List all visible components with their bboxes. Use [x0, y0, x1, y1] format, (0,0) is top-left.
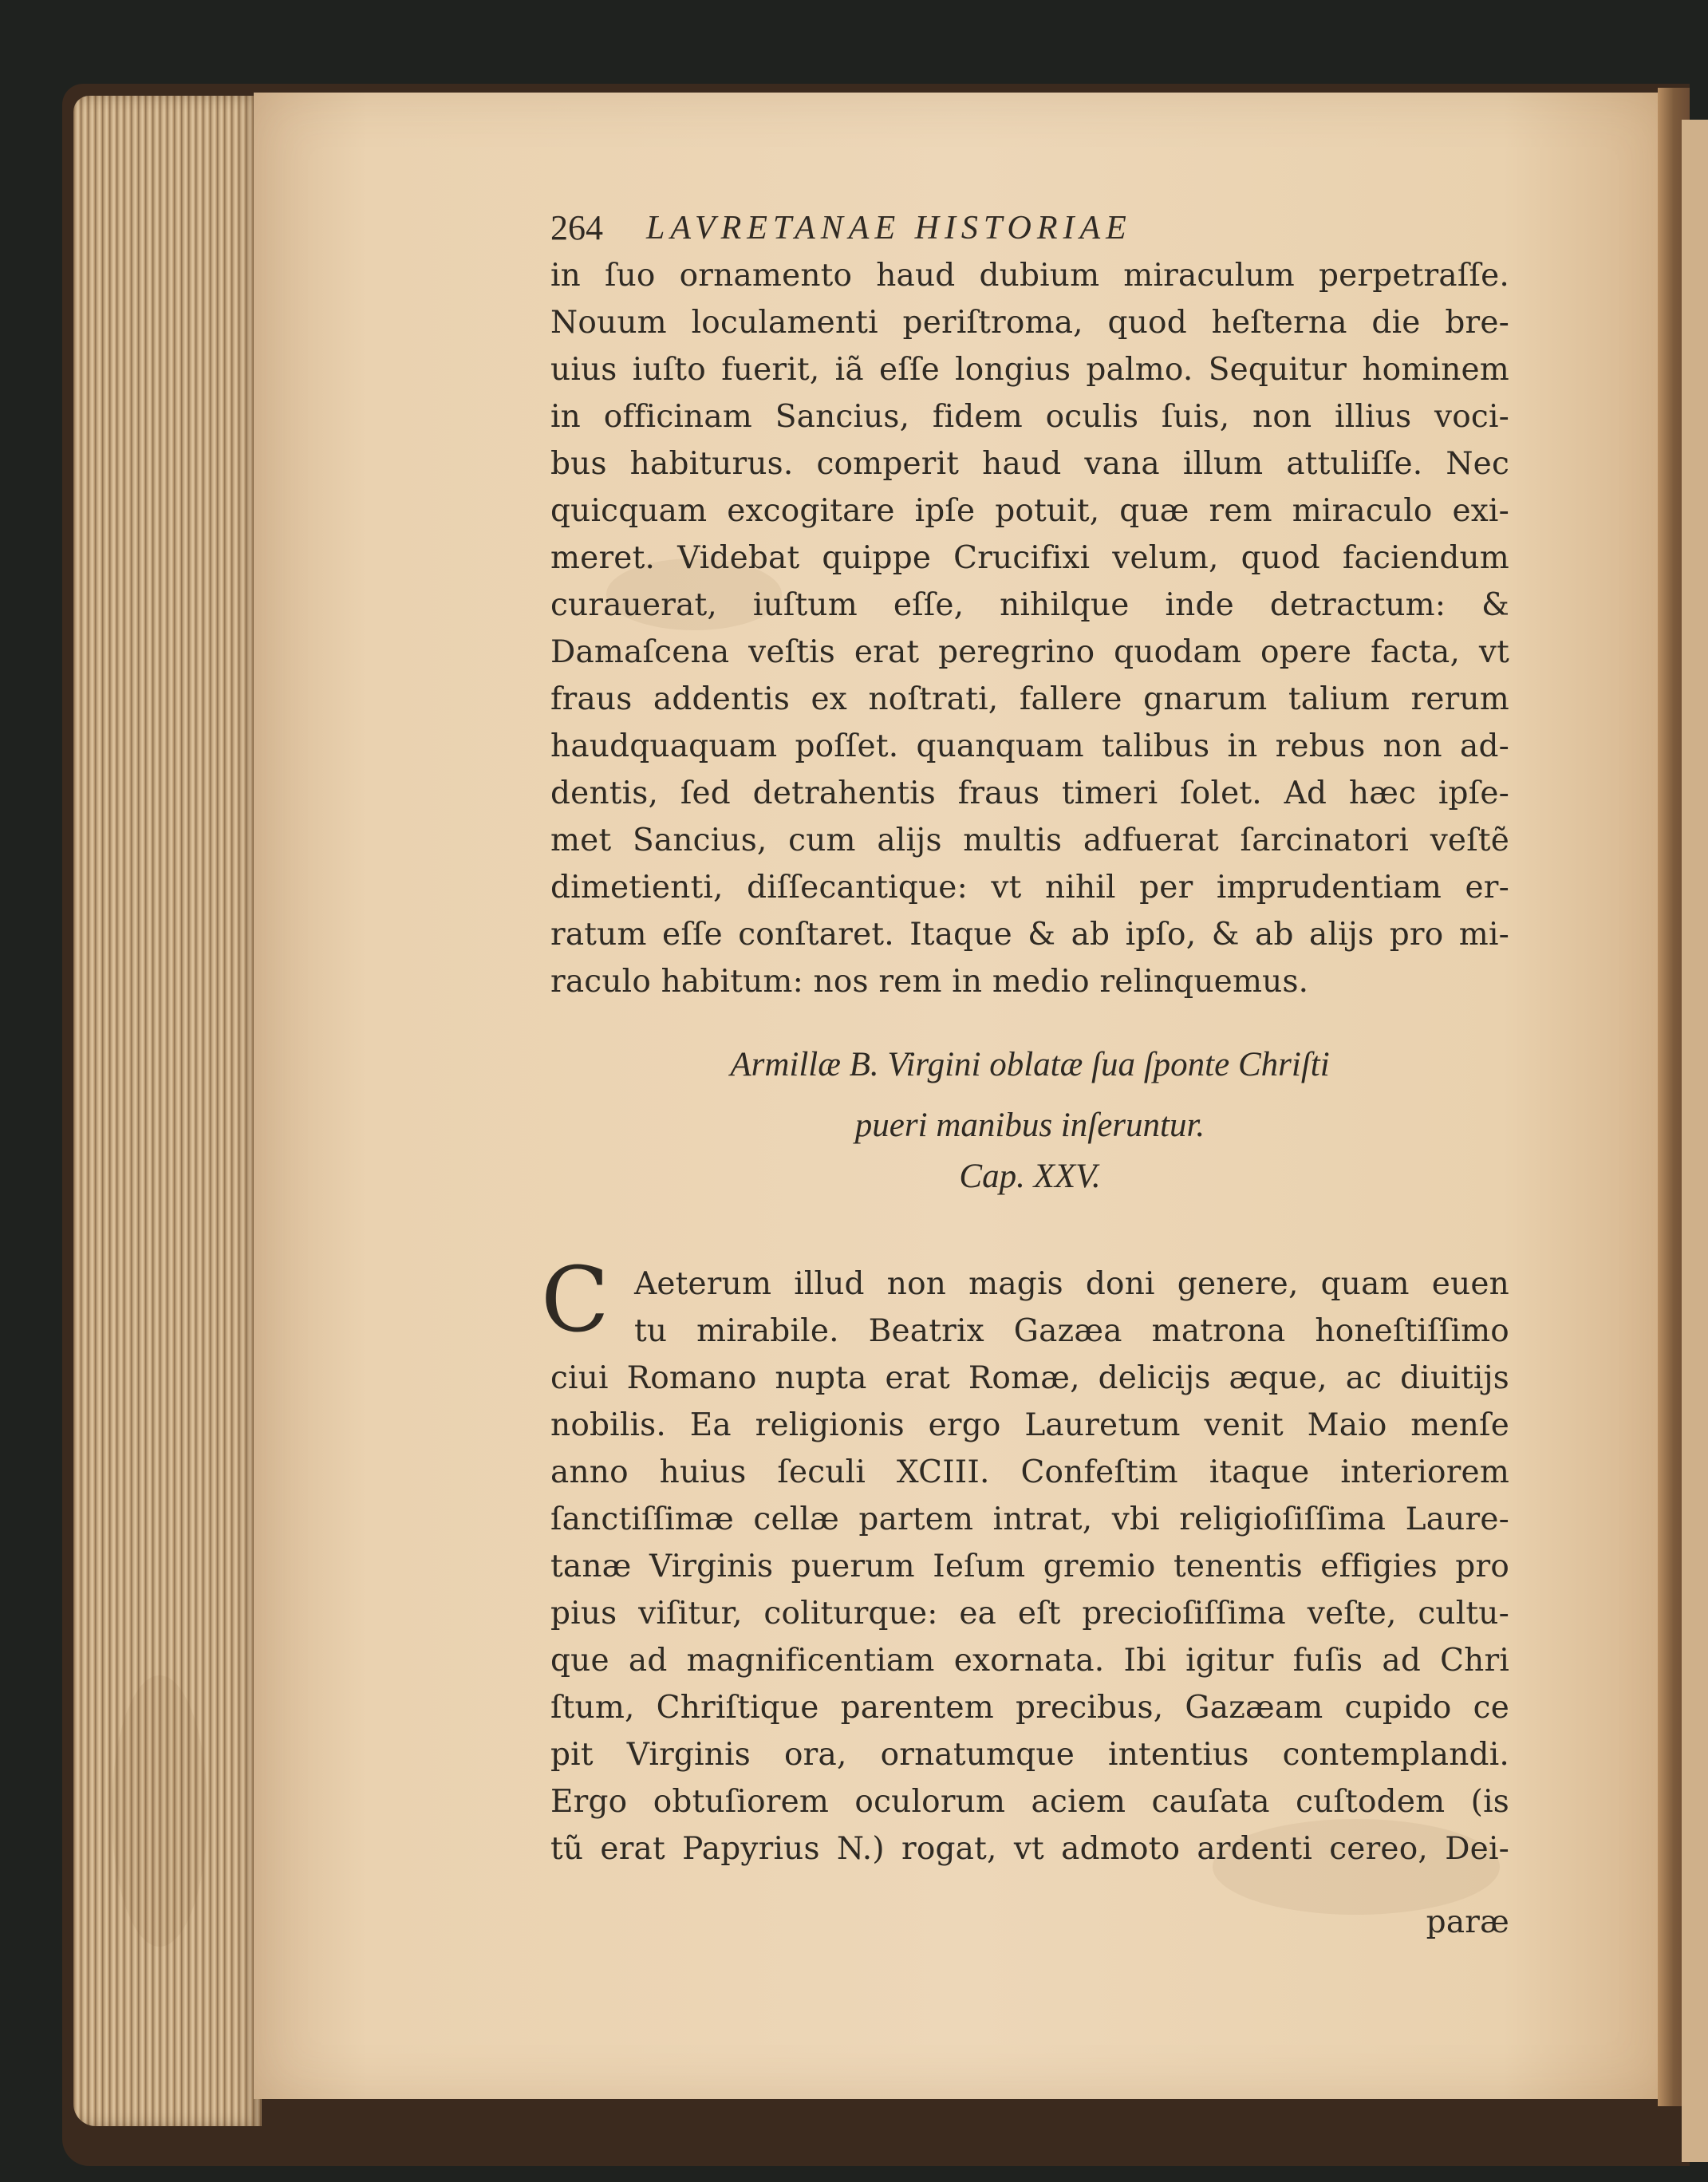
text-line-content: anno huius ſeculi XCIII. Confeſtim itaque interiorem	[550, 1454, 1509, 1490]
text-line	[550, 302, 1509, 344]
text-line	[550, 1782, 1509, 1823]
text-line-content: ratum eſſe conſtaret. Itaque & ab ipſo, & ab alijs pro mi-	[550, 917, 1509, 953]
text-line-content: met Sancius, cum alijs multis adfuerat ſarcinatori veſtẽ	[550, 823, 1509, 858]
text-line	[550, 1734, 1509, 1776]
text-line-content: pius viſitur, coliturque: ea eſt precioſiſſima veſte, cultu-	[550, 1596, 1509, 1632]
text-line	[634, 1311, 1509, 1352]
text-line	[550, 1687, 1509, 1729]
running-header	[550, 206, 1348, 251]
catchword-line	[550, 1902, 1509, 1943]
text-line	[550, 1499, 1509, 1541]
drop-cap: C	[541, 1249, 609, 1352]
text-line	[550, 444, 1509, 485]
paper-stain	[112, 1675, 207, 1947]
text-line-content: fraus addentis ex noſtrati, fallere gnarum talium rerum	[550, 681, 1509, 717]
text-line	[550, 1546, 1509, 1588]
catchword: paræ	[1426, 1904, 1509, 1940]
chapter-heading-line: pueri manibus inſeruntur.	[854, 1107, 1205, 1144]
text-line-content: raculo habitum: nos rem in medio relinquemus.	[550, 964, 1309, 1000]
text-line	[550, 1593, 1509, 1635]
text-line	[550, 255, 1509, 297]
text-line	[634, 1264, 1509, 1305]
text-line	[550, 914, 1509, 956]
text-line	[550, 349, 1509, 391]
chapter-paragraph	[550, 1264, 1509, 1982]
text-line	[550, 867, 1509, 909]
text-line	[550, 1829, 1509, 1870]
text-line	[550, 820, 1509, 862]
text-line	[550, 773, 1509, 815]
text-line	[550, 1640, 1509, 1682]
text-line	[550, 1452, 1509, 1493]
text-line-content: tu mirabile. Beatrix Gazæa matrona honeſtiſſimo	[634, 1313, 1509, 1349]
text-line-content: quicquam excogitare ipſe potuit, quæ rem miraculo exi-	[550, 493, 1509, 529]
text-line-content: pit Virginis ora, ornatumque intentius contemplandi.	[550, 1737, 1509, 1773]
text-line-content: Nouum loculamenti periſtroma, quod heſterna die bre-	[550, 305, 1509, 341]
main-paragraph	[550, 255, 1509, 1005]
text-line-content: Ergo obtuſiorem oculorum aciem cauſata cuſtodem (is	[550, 1784, 1509, 1820]
text-line-content: ſtum, Chriſtique parentem precibus, Gazæam cupido ce	[550, 1690, 1509, 1726]
facing-page-edge	[1682, 120, 1708, 2162]
text-line	[550, 491, 1509, 532]
text-line-content: tũ erat Papyrius N.) rogat, vt admoto ardenti cereo, Dei-	[550, 1831, 1509, 1867]
text-line	[550, 585, 1509, 626]
text-line-content: dentis, ſed detrahentis fraus timeri ſolet. Ad hæc ipſe-	[550, 775, 1509, 811]
text-line-content: Aeterum illud non magis doni genere, quam euen	[634, 1266, 1509, 1302]
text-line-content: que ad magnificentiam exornata. Ibi igitur fuſis ad Chri	[550, 1643, 1509, 1679]
text-line-content: meret. Videbat quippe Crucifixi velum, quod faciendum	[550, 540, 1509, 576]
text-line-content: ciui Romano nupta erat Romæ, delicijs æque, ac diuitijs	[550, 1360, 1509, 1396]
text-line	[550, 726, 1509, 767]
chapter-heading	[550, 1044, 1509, 1195]
text-line-content: tanæ Virginis puerum Ieſum gremio tenentis effigies pro	[550, 1549, 1509, 1584]
text-line-content: in ſuo ornamento haud dubium miraculum perpetraſſe.	[550, 258, 1509, 294]
text-line	[550, 1358, 1509, 1399]
text-line	[550, 961, 1308, 1003]
text-line-content: Damaſcena veſtis erat peregrino quodam opere facta, vt	[550, 634, 1509, 670]
chapter-heading-line: Armillæ B. Virgini oblatæ ſua ſponte Chriſti	[730, 1046, 1330, 1083]
text-line-content: nobilis. Ea religionis ergo Lauretum venit Maio menſe	[550, 1407, 1509, 1443]
text-line	[550, 1405, 1509, 1446]
text-line-content: uius iuſto fuerit, iã eſſe longius palmo. Sequitur hominem	[550, 352, 1509, 388]
text-line	[550, 679, 1509, 720]
text-line-content: ſanctiſſimæ cellæ partem intrat, vbi religioſiſſima Laure-	[550, 1501, 1509, 1537]
chapter-number: Cap. XXV.	[959, 1158, 1101, 1195]
text-line-content: haudquaquam poſſet. quanquam talibus in rebus non ad-	[550, 728, 1509, 764]
text-line	[550, 397, 1509, 438]
text-line	[550, 538, 1509, 579]
running-title: LAVRETANAE HISTORIAE	[646, 210, 1132, 247]
text-line-content: in officinam Sancius, fidem oculis ſuis, non illius voci-	[550, 399, 1509, 435]
text-line	[550, 632, 1509, 673]
page-number: 264	[550, 208, 603, 247]
text-line-content: curauerat, iuſtum eſſe, nihilque inde detractum: &	[550, 587, 1509, 623]
text-line-content: dimetienti, diſſecantique: vt nihil per imprudentiam er-	[550, 870, 1509, 906]
text-line-content: bus habiturus. comperit haud vana illum attuliſſe. Nec	[550, 446, 1509, 482]
